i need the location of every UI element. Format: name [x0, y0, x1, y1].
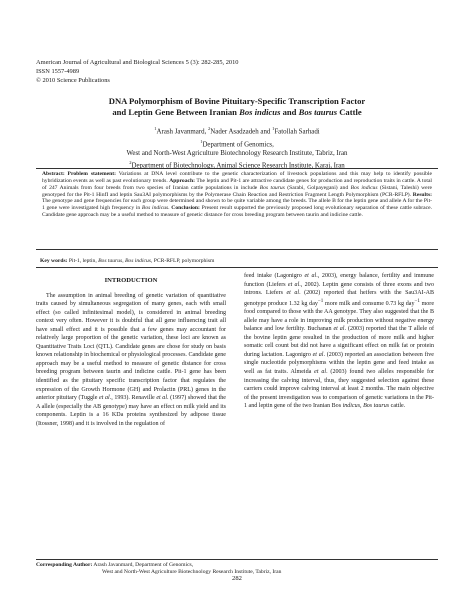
- left-column: [36, 277, 226, 428]
- title-line-2: and Leptin Gene Between Iranian Bos indicus and Bos taurus Cattle: [112, 107, 362, 117]
- right-column: [244, 272, 434, 411]
- abstract-label: Abstract: Problem statement:: [42, 171, 116, 177]
- author-names: $^1$Arash Javanmard, $^2$Nader Asadzadeh and $^1$Fatollah Sarhadi: [154, 126, 320, 136]
- affiliation-1-institute: West and North-West Agriculture Biotechnology Research Institute, Tabriz, Iran: [126, 150, 348, 157]
- corresponding-author: [36, 559, 438, 576]
- journal-citation: American Journal of Agricultural and Biological Sciences 5 (3): 282-285, 2010: [36, 59, 239, 66]
- right-column-paragraph: feed intake (Lagonigro et al., 2003), energy balance, fertility and immune function (Liefers et al., 2002). Leptin gene consists of three exons and two introns. Liefers et al. (2002) reported that heifers with the Sau3AI-AB genotype produce 1.32 kg day$^{-1}$ more milk and consume 0.73 kg day$^{-1}$ more food compared to those with the AA genotype. They also suggested that the B allele may have a role in improving milk production without negative energy balance and low fertility. Buchanan et al. (2003) reported that the T allele of the bovine leptin gene resulted in the production of more milk and higher somatic cell count but did not have a significant effect on milk fat or protein during lactation. Lagonigro et al. (2003) reported an association between five single nucleotide polymorphisms within the leptin gene and feed intake as well as fat traits. Almeida et al. (2003) found two alleles responsible for increasing the calving interval, thus, they suggested selection against these carriers could improve calving interval at least 2 months. The main objective of the present investigation was to comparison of genetic variations in the Pit-1 and leptin gene of the two Iranian Bos indicus, Bos taurus cattle.: [244, 273, 434, 410]
- journal-header: [36, 58, 239, 85]
- title-line-1: DNA Polymorphism of Bovine Pituitary-Specific Transcription Factor: [108, 96, 366, 106]
- introduction-paragraph: The assumption in animal breeding of genetic variation of quantitative traits caused by simultaneous segregation of many genes, each with small effect (so called infinitesimal model), is considered in animal breeding context very often. However it is doubtful that all gene influencing trait all have small effect and it is possible that a few genes may accountant for relatively large proportion of the genetic variation, these loci are known as Quantitative Traits Loci (QTL). Candidate genes are chose for study on basis known relationship in biochemical or physiological processes. Candidate gene approach may be a useful method to measure of genetic distance for cross breeding program between taurin and indicine cattle. Pit-1 gene has been identified as the pituitary specific transcription factor that regulates the expression of the Growth Hormone (GH) and Prolactin (PRL) genes in the anterior pituitary (Tuggle et al., 1993). Renaville et al. (1997) showed that the A allele (especially the AB genotype) may have an effect on milk yield and its components. Leptin is a 16 KDa proteins synthesized by adipose tissue (Itossner, 1998) and it is involved in the regulation of: [36, 292, 226, 427]
- journal-copyright: © 2010 Science Publications: [36, 77, 110, 84]
- corresponding-author-line-1: Corresponding Author: Arash Javanmard, Department of Genomics,: [36, 562, 194, 568]
- page-number: 282: [232, 575, 242, 582]
- journal-issn: ISSN 1557-4989: [36, 68, 80, 75]
- affiliation-2: $^2$Department of Biotechnology, Animal Science Research Institute, Karaj, Iran: [129, 160, 345, 170]
- keywords-label: Key words:: [40, 258, 68, 264]
- affiliation-1: $^1$Department of Genomics,: [200, 138, 274, 148]
- introduction-heading: INTRODUCTION: [104, 277, 158, 284]
- author-block: [40, 124, 434, 171]
- abstract: Abstract: Problem statement: Variations at DNA level contribute to the genetic characterization of livestock populations and this may help to identify possible hybridization events as well as past evolutionary trends. Approach: The leptin and Pit-1 are attractive candidate genes for production and reproduction traits in cattle. A total of 247 Animals from four breeds from two species of Iranian cattle populations in include Bos taurus (Sarabi, Golpayegani) and Bos indicus (Sistani, Taleshi) were genotyped for the Pit-1 HinfI and leptin Sau3AI polymorphisms by the Polymerase Chain Reaction and Restriction Fragment Length Polymorphism (PCR-RFLP). Results: The genotype and gene frequencies for each group were determined and shown to be quite variable among the breeds. The allele B for the leptin gene and allele A for the Pit-1 gene were investigated high frequency in Bos indicus. Conclusion: Present result supported the previously proposed long evolutionary separation of these cattle subrace. Candidate gene approach may be a useful method to measure of genetic distance for cross breeding program between taurin and indicine cattle.: [36, 168, 438, 250]
- paper-title: [60, 96, 414, 118]
- keywords: Key words: Pit-1, leptin, Bos taurus, Bos indicus, PCR-RFLP, polymorphism: [36, 257, 438, 268]
- corresponding-author-line-2: West and North-West Agriculture Biotechnology Research Institute, Tabriz, Iran: [102, 569, 282, 575]
